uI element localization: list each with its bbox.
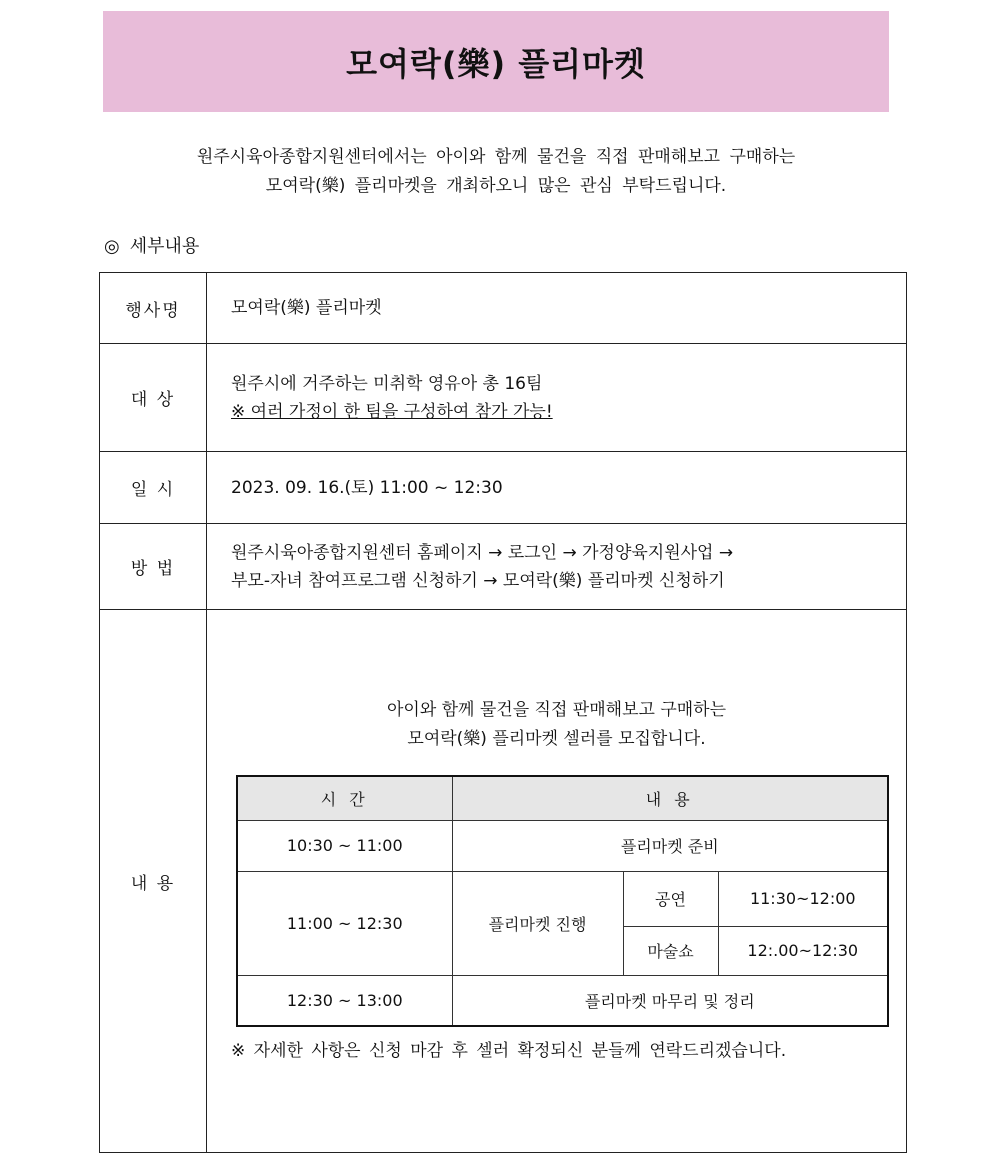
schedule-table	[236, 775, 889, 1027]
page-title: 모여락(樂) 플리마켓	[346, 44, 646, 83]
schedule-row-3	[237, 975, 888, 1026]
row-event	[100, 273, 907, 344]
value-event: 모여락(樂) 플리마켓	[207, 273, 907, 344]
target-line-1: 원주시에 거주하는 미취학 영유아 총 16팀	[231, 373, 543, 394]
row-content	[100, 610, 907, 1153]
label-method: 방 법	[100, 524, 207, 610]
r2-sub1-name: 공연	[623, 871, 718, 926]
r3-content: 플리마켓 마무리 및 정리	[452, 975, 888, 1026]
intro-line-1: 원주시육아종합지원센터에서는 아이와 함께 물건을 직접 판매해보고 구매하는	[196, 147, 796, 167]
r3-time: 12:30 ~ 13:00	[237, 975, 452, 1026]
r2-sub2-name: 마술쇼	[623, 926, 718, 975]
value-content	[207, 610, 907, 1153]
label-event: 행사명	[100, 273, 207, 344]
intro-text	[0, 143, 992, 201]
title-banner	[103, 11, 889, 112]
recruit-text	[207, 696, 906, 754]
method-line-2: 부모-자녀 참여프로그램 신청하기 → 모여락(樂) 플리마켓 신청하기	[231, 570, 725, 591]
r1-time: 10:30 ~ 11:00	[237, 820, 452, 871]
label-datetime: 일 시	[100, 452, 207, 524]
recruit-line-2: 모여락(樂) 플리마켓 셀러를 모집합니다.	[407, 729, 706, 749]
r2-sub1-time: 11:30~12:00	[718, 871, 888, 926]
intro-line-2: 모여락(樂) 플리마켓을 개최하오니 많은 관심 부탁드립니다.	[265, 176, 727, 196]
contact-note: ※ 자세한 사항은 신청 마감 후 셀러 확정되신 분들께 연락드리겠습니다.	[231, 1041, 787, 1061]
value-method	[207, 524, 907, 610]
header-time: 시 간	[237, 776, 452, 820]
schedule-row-2a	[237, 871, 888, 926]
r2-sub2-time: 12:.00~12:30	[718, 926, 888, 975]
details-table	[99, 272, 907, 1153]
header-content: 내 용	[452, 776, 888, 820]
row-target	[100, 344, 907, 452]
recruit-line-1: 아이와 함께 물건을 직접 판매해보고 구매하는	[386, 700, 727, 720]
row-method	[100, 524, 907, 610]
label-content: 내 용	[100, 610, 207, 1153]
value-target	[207, 344, 907, 452]
r2-time: 11:00 ~ 12:30	[237, 871, 452, 975]
value-datetime: 2023. 09. 16.(토) 11:00 ~ 12:30	[207, 452, 907, 524]
r2-content: 플리마켓 진행	[452, 871, 623, 975]
method-line-1: 원주시육아종합지원센터 홈페이지 → 로그인 → 가정양육지원사업 →	[231, 542, 734, 563]
schedule-row-1	[237, 820, 888, 871]
section-heading	[104, 232, 199, 258]
row-datetime	[100, 452, 907, 524]
content-area	[207, 610, 906, 1152]
label-target: 대 상	[100, 344, 207, 452]
target-line-2: ※ 여러 가정이 한 팀을 구성하여 참가 가능!	[231, 401, 553, 422]
r1-content: 플리마켓 준비	[452, 820, 888, 871]
schedule-header-row	[237, 776, 888, 820]
double-circle-icon: ◎	[104, 236, 120, 257]
section-title: 세부내용	[129, 236, 200, 257]
